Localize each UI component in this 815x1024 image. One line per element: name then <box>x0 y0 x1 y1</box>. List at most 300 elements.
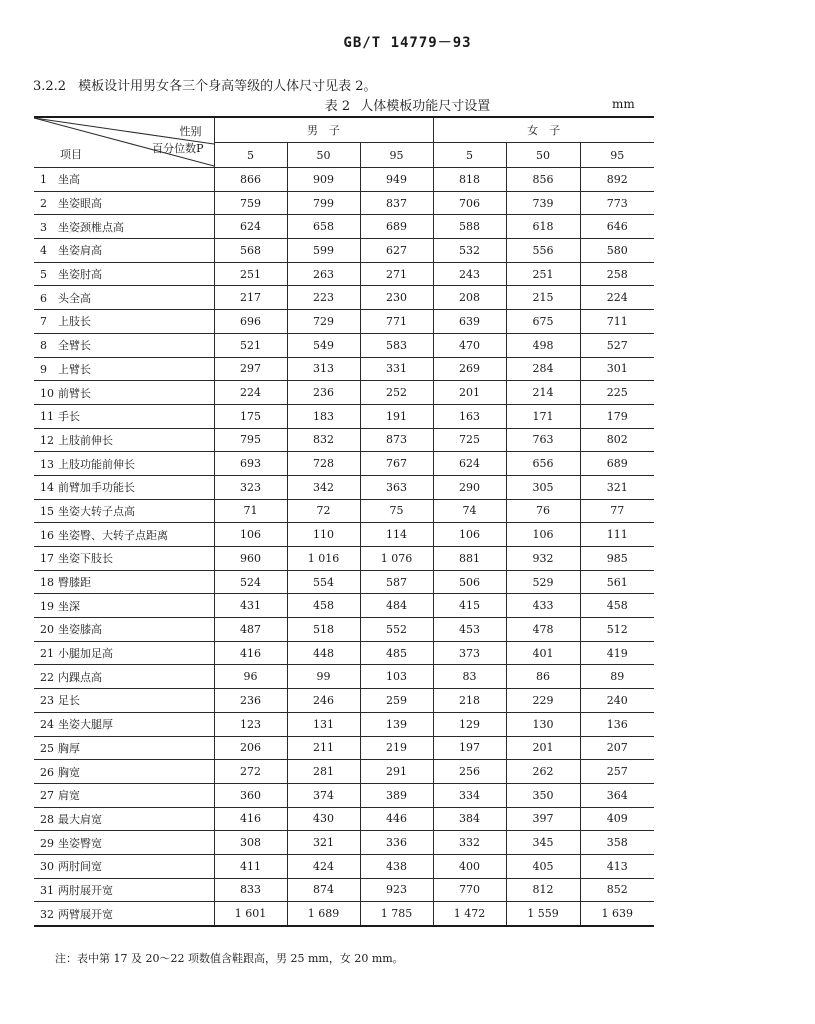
value-cell: 374 <box>287 783 360 807</box>
value-cell: 229 <box>506 689 580 713</box>
item-number: 3 <box>40 220 47 234</box>
value-cell: 111 <box>580 523 654 547</box>
table-row <box>34 404 654 428</box>
item-number: 28 <box>40 812 54 826</box>
item-cell <box>34 854 214 878</box>
item-cell <box>34 783 214 807</box>
value-cell: 139 <box>360 712 433 736</box>
value-cell: 74 <box>433 499 506 523</box>
group-header-male: 男 子 <box>214 117 433 143</box>
value-cell: 308 <box>214 831 287 855</box>
value-cell: 106 <box>433 523 506 547</box>
item-cell <box>34 547 214 571</box>
value-cell: 405 <box>506 854 580 878</box>
item-name: 胸宽 <box>58 765 80 779</box>
item-number: 9 <box>40 362 47 376</box>
value-cell: 856 <box>506 168 580 192</box>
item-cell <box>34 760 214 784</box>
value-cell: 179 <box>580 404 654 428</box>
value-cell: 257 <box>580 760 654 784</box>
value-cell: 518 <box>287 618 360 642</box>
standard-number: GB/T 14779－93 <box>343 35 472 51</box>
item-name: 坐姿大腿厚 <box>58 718 113 732</box>
item-cell <box>34 736 214 760</box>
value-cell: 818 <box>433 168 506 192</box>
item-name: 两臂展开宽 <box>58 907 113 921</box>
item-number: 1 <box>40 173 47 187</box>
item-cell <box>34 286 214 310</box>
value-cell: 416 <box>214 807 287 831</box>
item-number: 30 <box>40 860 54 874</box>
table-row <box>34 760 654 784</box>
item-number: 8 <box>40 339 47 353</box>
value-cell: 223 <box>287 286 360 310</box>
value-cell: 799 <box>287 191 360 215</box>
item-name: 坐姿颈椎点高 <box>58 220 124 234</box>
clause-paragraph <box>33 75 376 94</box>
value-cell: 217 <box>214 286 287 310</box>
table-row <box>34 570 654 594</box>
value-cell: 568 <box>214 239 287 263</box>
value-cell: 225 <box>580 381 654 405</box>
value-cell: 487 <box>214 618 287 642</box>
value-cell: 773 <box>580 191 654 215</box>
value-cell: 409 <box>580 807 654 831</box>
value-cell: 384 <box>433 807 506 831</box>
value-cell: 458 <box>287 594 360 618</box>
value-cell: 305 <box>506 475 580 499</box>
value-cell: 433 <box>506 594 580 618</box>
item-name: 坐高 <box>58 173 80 187</box>
item-cell <box>34 215 214 239</box>
clause-number: 3.2.2 <box>33 79 67 94</box>
value-cell: 512 <box>580 618 654 642</box>
value-cell: 171 <box>506 404 580 428</box>
value-cell: 336 <box>360 831 433 855</box>
value-cell: 711 <box>580 310 654 334</box>
value-cell: 1 601 <box>214 902 287 926</box>
value-cell: 767 <box>360 452 433 476</box>
value-cell: 521 <box>214 333 287 357</box>
item-name: 肩宽 <box>58 789 80 803</box>
value-cell: 281 <box>287 760 360 784</box>
value-cell: 438 <box>360 854 433 878</box>
value-cell: 588 <box>433 215 506 239</box>
item-number: 24 <box>40 718 54 732</box>
value-cell: 561 <box>580 570 654 594</box>
value-cell: 271 <box>360 262 433 286</box>
value-cell: 1 689 <box>287 902 360 926</box>
value-cell: 191 <box>360 404 433 428</box>
table-row <box>34 215 654 239</box>
value-cell: 183 <box>287 404 360 428</box>
value-cell: 246 <box>287 689 360 713</box>
item-name: 全臂长 <box>58 339 91 353</box>
value-cell: 415 <box>433 594 506 618</box>
value-cell: 373 <box>433 641 506 665</box>
value-cell: 332 <box>433 831 506 855</box>
value-cell: 1 076 <box>360 547 433 571</box>
item-cell <box>34 333 214 357</box>
group-header-female: 女 子 <box>433 117 654 143</box>
value-cell: 269 <box>433 357 506 381</box>
item-number: 19 <box>40 599 54 613</box>
item-number: 29 <box>40 836 54 850</box>
value-cell: 484 <box>360 594 433 618</box>
item-number: 15 <box>40 504 54 518</box>
table-row <box>34 523 654 547</box>
table-row <box>34 191 654 215</box>
value-cell: 201 <box>433 381 506 405</box>
value-cell: 251 <box>506 262 580 286</box>
value-cell: 76 <box>506 499 580 523</box>
item-name: 前臂加手功能长 <box>58 481 135 495</box>
item-cell <box>34 594 214 618</box>
value-cell: 453 <box>433 618 506 642</box>
value-cell: 639 <box>433 310 506 334</box>
value-cell: 75 <box>360 499 433 523</box>
value-cell: 201 <box>506 736 580 760</box>
corner-label-item: 项目 <box>60 148 82 161</box>
value-cell: 932 <box>506 547 580 571</box>
value-cell: 258 <box>580 262 654 286</box>
item-number: 18 <box>40 576 54 590</box>
value-cell: 960 <box>214 547 287 571</box>
value-cell: 549 <box>287 333 360 357</box>
value-cell: 693 <box>214 452 287 476</box>
value-cell: 214 <box>506 381 580 405</box>
value-cell: 795 <box>214 428 287 452</box>
value-cell: 72 <box>287 499 360 523</box>
value-cell: 252 <box>360 381 433 405</box>
value-cell: 363 <box>360 475 433 499</box>
value-cell: 334 <box>433 783 506 807</box>
value-cell: 251 <box>214 262 287 286</box>
item-name: 坐姿肘高 <box>58 268 102 282</box>
table-row <box>34 641 654 665</box>
item-name: 坐姿大转子点高 <box>58 504 135 518</box>
item-cell <box>34 665 214 689</box>
value-cell: 89 <box>580 665 654 689</box>
item-number: 17 <box>40 552 54 566</box>
value-cell: 909 <box>287 168 360 192</box>
value-cell: 556 <box>506 239 580 263</box>
value-cell: 696 <box>214 310 287 334</box>
table-row <box>34 902 654 926</box>
value-cell: 218 <box>433 689 506 713</box>
table-caption <box>0 95 815 114</box>
value-cell: 110 <box>287 523 360 547</box>
value-cell: 833 <box>214 878 287 902</box>
table-unit: mm <box>612 97 635 111</box>
value-cell: 114 <box>360 523 433 547</box>
value-cell: 532 <box>433 239 506 263</box>
percentile-header-cell: 5 <box>433 143 506 168</box>
value-cell: 99 <box>287 665 360 689</box>
item-number: 6 <box>40 291 47 305</box>
item-cell <box>34 452 214 476</box>
table-note: 注：表中第 17 及 20～22 项数值含鞋跟高，男 25 mm，女 20 mm。 <box>55 952 404 965</box>
item-number: 23 <box>40 694 54 708</box>
table-row <box>34 594 654 618</box>
table-row <box>34 168 654 192</box>
value-cell: 240 <box>580 689 654 713</box>
value-cell: 136 <box>580 712 654 736</box>
item-name: 坐深 <box>58 599 80 613</box>
value-cell: 506 <box>433 570 506 594</box>
item-cell <box>34 878 214 902</box>
value-cell: 284 <box>506 357 580 381</box>
value-cell: 431 <box>214 594 287 618</box>
item-number: 10 <box>40 386 54 400</box>
value-cell: 1 559 <box>506 902 580 926</box>
item-name: 坐姿眼高 <box>58 197 102 211</box>
value-cell: 599 <box>287 239 360 263</box>
value-cell: 812 <box>506 878 580 902</box>
value-cell: 219 <box>360 736 433 760</box>
item-name: 内踝点高 <box>58 670 102 684</box>
value-cell: 832 <box>287 428 360 452</box>
item-number: 26 <box>40 765 54 779</box>
value-cell: 873 <box>360 428 433 452</box>
value-cell: 207 <box>580 736 654 760</box>
table-row <box>34 689 654 713</box>
value-cell: 446 <box>360 807 433 831</box>
item-name: 手长 <box>58 410 80 424</box>
value-cell: 759 <box>214 191 287 215</box>
item-name: 坐姿膝高 <box>58 623 102 637</box>
value-cell: 552 <box>360 618 433 642</box>
value-cell: 689 <box>360 215 433 239</box>
value-cell: 874 <box>287 878 360 902</box>
item-name: 上臂长 <box>58 362 91 376</box>
value-cell: 400 <box>433 854 506 878</box>
item-name: 坐姿下肢长 <box>58 552 113 566</box>
item-number: 21 <box>40 647 54 661</box>
item-name: 上肢长 <box>58 315 91 329</box>
value-cell: 83 <box>433 665 506 689</box>
value-cell: 86 <box>506 665 580 689</box>
value-cell: 321 <box>580 475 654 499</box>
value-cell: 1 639 <box>580 902 654 926</box>
value-cell: 175 <box>214 404 287 428</box>
table-row <box>34 547 654 571</box>
value-cell: 411 <box>214 854 287 878</box>
item-cell <box>34 831 214 855</box>
item-number: 22 <box>40 670 54 684</box>
value-cell: 236 <box>287 381 360 405</box>
item-name: 小腿加足高 <box>58 647 113 661</box>
item-number: 16 <box>40 528 54 542</box>
dimension-table <box>34 116 654 927</box>
value-cell: 524 <box>214 570 287 594</box>
table-row <box>34 357 654 381</box>
item-cell <box>34 689 214 713</box>
table-row <box>34 665 654 689</box>
value-cell: 345 <box>506 831 580 855</box>
value-cell: 130 <box>506 712 580 736</box>
item-name: 坐姿臀宽 <box>58 836 102 850</box>
item-cell <box>34 310 214 334</box>
value-cell: 313 <box>287 357 360 381</box>
value-cell: 96 <box>214 665 287 689</box>
value-cell: 770 <box>433 878 506 902</box>
item-number: 31 <box>40 883 54 897</box>
item-cell <box>34 523 214 547</box>
value-cell: 323 <box>214 475 287 499</box>
value-cell: 763 <box>506 428 580 452</box>
table-row <box>34 807 654 831</box>
item-name: 胸厚 <box>58 741 80 755</box>
value-cell: 802 <box>580 428 654 452</box>
value-cell: 397 <box>506 807 580 831</box>
value-cell: 290 <box>433 475 506 499</box>
value-cell: 236 <box>214 689 287 713</box>
item-number: 11 <box>40 410 54 424</box>
table-row <box>34 831 654 855</box>
item-name: 坐姿肩高 <box>58 244 102 258</box>
item-cell <box>34 262 214 286</box>
value-cell: 331 <box>360 357 433 381</box>
value-cell: 658 <box>287 215 360 239</box>
value-cell: 725 <box>433 428 506 452</box>
value-cell: 262 <box>506 760 580 784</box>
table-caption-number: 表 2 <box>324 99 351 114</box>
value-cell: 350 <box>506 783 580 807</box>
value-cell: 949 <box>360 168 433 192</box>
value-cell: 256 <box>433 760 506 784</box>
item-cell <box>34 641 214 665</box>
value-cell: 470 <box>433 333 506 357</box>
item-name: 足长 <box>58 694 80 708</box>
value-cell: 230 <box>360 286 433 310</box>
value-cell: 739 <box>506 191 580 215</box>
item-cell <box>34 499 214 523</box>
value-cell: 771 <box>360 310 433 334</box>
value-cell: 272 <box>214 760 287 784</box>
item-cell <box>34 807 214 831</box>
table-row <box>34 239 654 263</box>
value-cell: 123 <box>214 712 287 736</box>
value-cell: 243 <box>433 262 506 286</box>
value-cell: 291 <box>360 760 433 784</box>
item-name: 前臂长 <box>58 386 91 400</box>
item-cell <box>34 357 214 381</box>
table-row <box>34 712 654 736</box>
value-cell: 360 <box>214 783 287 807</box>
item-name: 两肘展开宽 <box>58 883 113 897</box>
value-cell: 71 <box>214 499 287 523</box>
item-cell <box>34 381 214 405</box>
value-cell: 892 <box>580 168 654 192</box>
value-cell: 458 <box>580 594 654 618</box>
item-cell <box>34 239 214 263</box>
clause-text: 模板设计用男女各三个身高等级的人体尺寸见表 2。 <box>78 79 377 94</box>
item-number: 14 <box>40 481 54 495</box>
value-cell: 224 <box>580 286 654 310</box>
item-name: 头全高 <box>58 291 91 305</box>
item-name: 上肢前伸长 <box>58 433 113 447</box>
value-cell: 618 <box>506 215 580 239</box>
value-cell: 197 <box>433 736 506 760</box>
value-cell: 852 <box>580 878 654 902</box>
item-number: 12 <box>40 433 54 447</box>
value-cell: 689 <box>580 452 654 476</box>
value-cell: 1 785 <box>360 902 433 926</box>
value-cell: 656 <box>506 452 580 476</box>
value-cell: 675 <box>506 310 580 334</box>
value-cell: 413 <box>580 854 654 878</box>
value-cell: 208 <box>433 286 506 310</box>
value-cell: 321 <box>287 831 360 855</box>
percentile-header-cell: 50 <box>506 143 580 168</box>
item-cell <box>34 618 214 642</box>
item-name: 两肘间宽 <box>58 860 102 874</box>
value-cell: 77 <box>580 499 654 523</box>
value-cell: 587 <box>360 570 433 594</box>
item-number: 7 <box>40 315 47 329</box>
table-row <box>34 452 654 476</box>
table-corner-header <box>34 117 214 168</box>
value-cell: 529 <box>506 570 580 594</box>
value-cell: 728 <box>287 452 360 476</box>
table-row <box>34 618 654 642</box>
item-number: 4 <box>40 244 47 258</box>
value-cell: 498 <box>506 333 580 357</box>
table-caption-text: 人体模板功能尺寸设置 <box>360 99 491 114</box>
percentile-header-cell: 95 <box>580 143 654 168</box>
value-cell: 1 472 <box>433 902 506 926</box>
table-row <box>34 310 654 334</box>
table-row <box>34 381 654 405</box>
value-cell: 342 <box>287 475 360 499</box>
value-cell: 624 <box>214 215 287 239</box>
item-cell <box>34 428 214 452</box>
item-name: 坐姿臀、大转子点距离 <box>58 528 168 542</box>
item-cell <box>34 712 214 736</box>
table-row <box>34 854 654 878</box>
value-cell: 419 <box>580 641 654 665</box>
item-cell <box>34 475 214 499</box>
table-row <box>34 736 654 760</box>
value-cell: 106 <box>506 523 580 547</box>
value-cell: 881 <box>433 547 506 571</box>
value-cell: 364 <box>580 783 654 807</box>
item-number: 13 <box>40 457 54 471</box>
value-cell: 448 <box>287 641 360 665</box>
corner-label-percentile: 百分位数P <box>152 142 204 155</box>
value-cell: 478 <box>506 618 580 642</box>
value-cell: 424 <box>287 854 360 878</box>
item-number: 25 <box>40 741 54 755</box>
table-row <box>34 783 654 807</box>
table-row <box>34 262 654 286</box>
value-cell: 206 <box>214 736 287 760</box>
value-cell: 106 <box>214 523 287 547</box>
table-row <box>34 428 654 452</box>
item-number: 2 <box>40 197 47 211</box>
item-cell <box>34 168 214 192</box>
percentile-header-cell: 50 <box>287 143 360 168</box>
table-body <box>34 168 654 927</box>
value-cell: 583 <box>360 333 433 357</box>
item-number: 27 <box>40 789 54 803</box>
value-cell: 389 <box>360 783 433 807</box>
value-cell: 1 016 <box>287 547 360 571</box>
table-row <box>34 878 654 902</box>
value-cell: 211 <box>287 736 360 760</box>
value-cell: 580 <box>580 239 654 263</box>
